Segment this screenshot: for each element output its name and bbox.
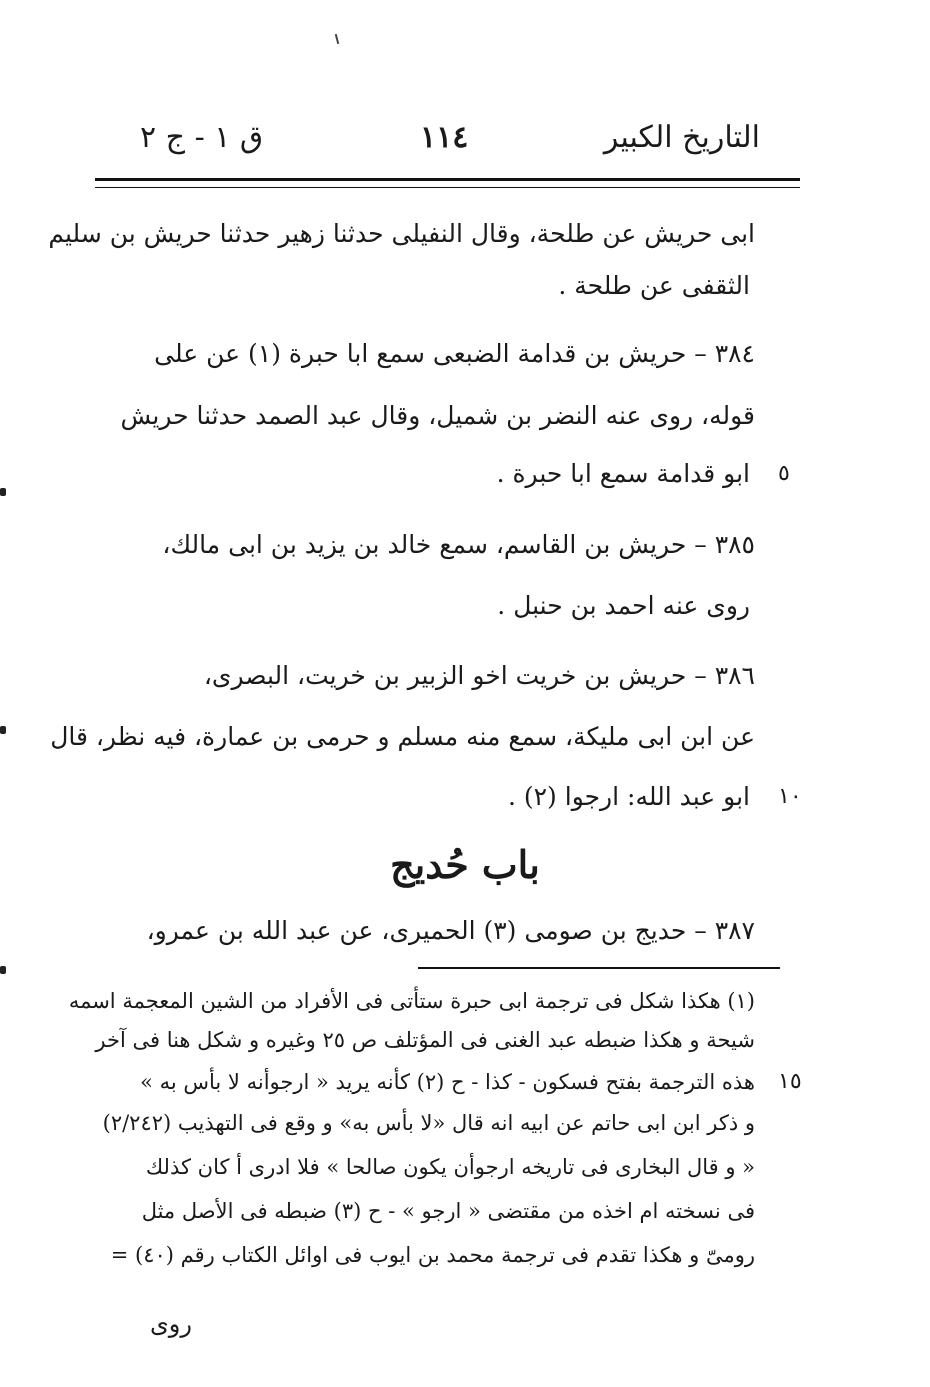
body-line: روى عنه احمد بن حنبل . <box>497 591 750 620</box>
section-heading: باب حُديج <box>390 842 540 887</box>
line-number-10: ١٠ <box>778 784 802 809</box>
body-line: عن ابن ابى مليكة، سمع منه مسلم و حرمى بن عمارة، فيه نظر، قال <box>50 722 755 751</box>
body-line: قوله، روى عنه النضر بن شميل، وقال عبد الصمد حدثنا حريش <box>120 401 755 430</box>
footnote-line: رومىّ و هكذا تقدم فى ترجمة محمد بن ايوب فى اوائل الكتاب رقم (٤٠) = <box>110 1243 755 1267</box>
footnote-rule <box>418 967 780 969</box>
volume-part: ق ١ - ج ٢ <box>140 120 264 155</box>
body-line: ابو عبد الله: ارجوا (٢) . <box>507 782 750 811</box>
catchword: روى <box>150 1310 192 1338</box>
running-header <box>120 112 760 172</box>
body-line: الثقفى عن طلحة . <box>558 271 750 300</box>
line-number-15: ١٥ <box>778 1069 802 1094</box>
entry-385-line: ٣٨٥ – حريش بن القاسم، سمع خالد بن يزيد بن ابى مالك، <box>162 530 755 559</box>
entry-386-line: ٣٨٦ – حريش بن خريت اخو الزبير بن خريت، البصرى، <box>203 661 755 690</box>
entry-384-line: ٣٨٤ – حريش بن قدامة الضبعى سمع ابا حبرة (١) عن على <box>154 339 755 368</box>
scan-mark <box>335 34 340 44</box>
footnote-line: هذه الترجمة بفتح فسكون - كذا - ح (٢) كأنه يريد « ارجوأنه لا بأس به » <box>140 1070 755 1094</box>
footnote-line: شيحة و هكذا ضبطه عبد الغنى فى المؤتلف ص ٢٥ وغيره و شكل هنا فى آخر <box>95 1028 755 1052</box>
page-number: ١١٤ <box>420 120 469 155</box>
header-rule <box>95 178 800 188</box>
entry-387-line: ٣٨٧ – حديج بن صومى (٣) الحميرى، عن عبد الله بن عمرو، <box>146 916 755 945</box>
binding-hole <box>0 488 6 496</box>
binding-hole <box>0 966 6 974</box>
footnote-line: فى نسخته ام اخذه من مقتضى « ارجو » - ح (٣) ضبطه فى الأصل مثل <box>141 1199 755 1223</box>
footnote-line: « و قال البخارى فى تاريخه ارجوأن يكون صالحا » فلا ادرى أ كان كذلك <box>145 1155 755 1179</box>
book-title: التاريخ الكبير <box>603 120 760 155</box>
body-line: ابى حريش عن طلحة، وقال النفيلى حدثنا زهير حدثنا حريش بن سليم <box>48 219 755 248</box>
footnote-line: و ذكر ابن ابى حاتم عن ابيه انه قال «لا بأس به» و وقع فى التهذيب (٢/٢٤٢) <box>102 1111 755 1135</box>
footnote-line: (١) هكذا شكل فى ترجمة ابى حبرة ستأتى فى الأفراد من الشين المعجمة اسمه <box>68 989 755 1013</box>
binding-hole <box>0 726 6 734</box>
body-line: ابو قدامة سمع ابا حبرة . <box>496 459 750 488</box>
line-number-5: ٥ <box>778 461 790 486</box>
